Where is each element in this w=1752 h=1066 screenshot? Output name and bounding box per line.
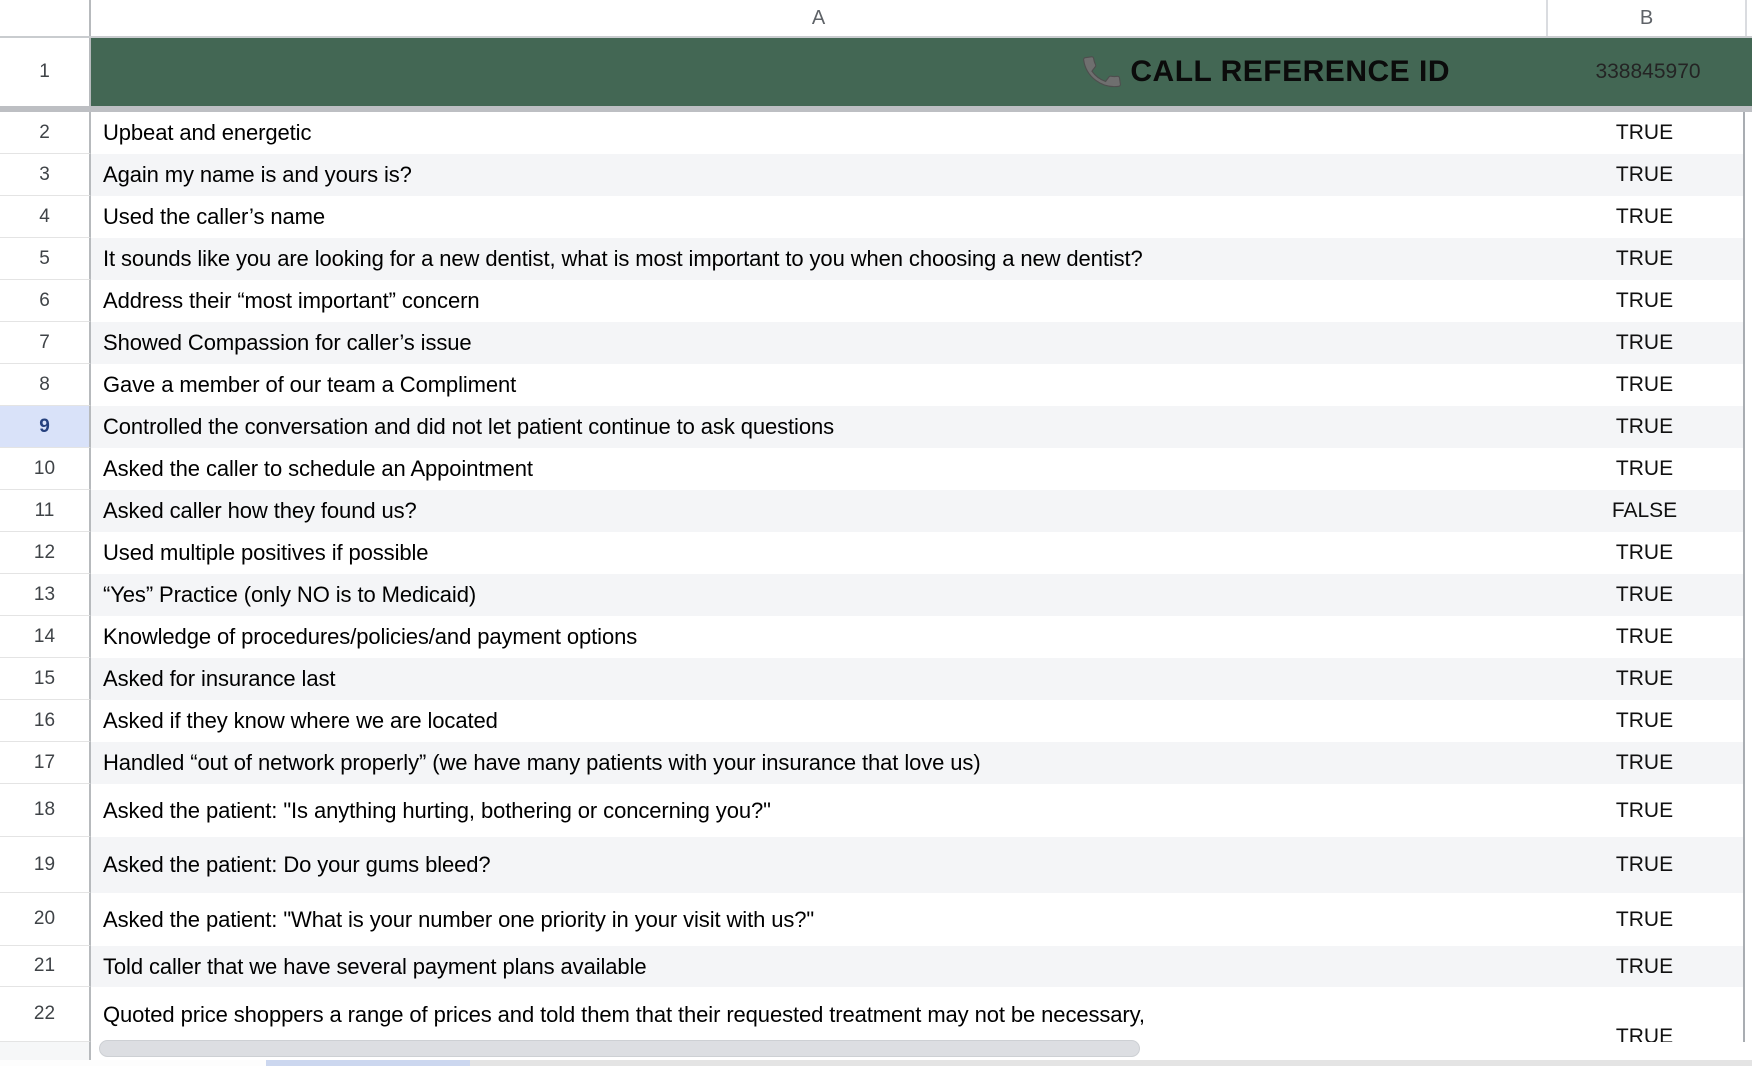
row-9 <box>0 406 1752 448</box>
cell-b9-value: TRUE <box>1615 415 1674 438</box>
cell-a5[interactable]: It sounds like you are looking for a new dentist, what is most important to you when choosing a new dentist? <box>91 238 1546 280</box>
cell-b8-value: TRUE <box>1615 373 1674 396</box>
cell-a18[interactable]: Asked the patient: "Is anything hurting, bothering or concerning you?" <box>91 784 1546 837</box>
tabbar-edge-left <box>0 1060 266 1066</box>
row-20 <box>0 893 1752 946</box>
cell-a9[interactable]: Controlled the conversation and did not let patient continue to ask questions <box>91 406 1546 448</box>
cell-b12-value: TRUE <box>1615 541 1674 564</box>
cell-b8[interactable] <box>1546 364 1745 406</box>
row-header-13[interactable]: 13 <box>0 574 91 616</box>
cell-b7-value: TRUE <box>1615 331 1674 354</box>
cell-b20[interactable] <box>1546 893 1745 946</box>
select-all-corner[interactable] <box>0 0 91 36</box>
cell-a14[interactable]: Knowledge of procedures/policies/and payment options <box>91 616 1546 658</box>
call-reference-banner[interactable] <box>91 38 1752 106</box>
row-header-8[interactable]: 8 <box>0 364 91 406</box>
call-reference-id-value: 338845970 <box>1595 60 1701 83</box>
row-header-17[interactable]: 17 <box>0 742 91 784</box>
row-15 <box>0 658 1752 700</box>
cell-b4[interactable] <box>1546 196 1745 238</box>
cell-b11[interactable] <box>1546 490 1745 532</box>
cell-a13[interactable]: “Yes” Practice (only NO is to Medicaid) <box>91 574 1546 616</box>
cell-b17-value: TRUE <box>1615 751 1674 774</box>
row-header-3[interactable]: 3 <box>0 154 91 196</box>
cell-b11-value: FALSE <box>1611 499 1678 522</box>
row-header-12[interactable]: 12 <box>0 532 91 574</box>
cell-b9[interactable] <box>1546 406 1745 448</box>
row-4 <box>0 196 1752 238</box>
cell-b10-value: TRUE <box>1615 457 1674 480</box>
column-header-strip <box>0 0 1752 38</box>
row-1 <box>0 38 1752 106</box>
row-header-1[interactable]: 1 <box>0 38 91 106</box>
cell-a10[interactable]: Asked the caller to schedule an Appointment <box>91 448 1546 490</box>
cell-a4[interactable]: Used the caller’s name <box>91 196 1546 238</box>
cell-a3[interactable]: Again my name is and yours is? <box>91 154 1546 196</box>
cell-a6[interactable]: Address their “most important” concern <box>91 280 1546 322</box>
cell-a22[interactable]: Quoted price shoppers a range of prices and told them that their requested treatment may not be necessary, <box>91 987 1546 1042</box>
cell-b16-value: TRUE <box>1615 709 1674 732</box>
cell-a12[interactable]: Used multiple positives if possible <box>91 532 1546 574</box>
cell-b6-value: TRUE <box>1615 289 1674 312</box>
cell-b4-value: TRUE <box>1615 205 1674 228</box>
row-21 <box>0 946 1752 987</box>
row-header-11[interactable]: 11 <box>0 490 91 532</box>
cell-a11[interactable]: Asked caller how they found us? <box>91 490 1546 532</box>
cell-a21[interactable]: Told caller that we have several payment plans available <box>91 946 1546 987</box>
phone-receiver-icon <box>1078 47 1128 97</box>
cell-b20-value: TRUE <box>1615 907 1674 931</box>
cell-a8[interactable]: Gave a member of our team a Compliment <box>91 364 1546 406</box>
banner-title: CALL REFERENCE ID <box>1130 55 1450 88</box>
cell-b21[interactable] <box>1546 946 1745 987</box>
cell-b22-value: TRUE <box>1615 1025 1674 1042</box>
cell-b14-value: TRUE <box>1615 625 1674 648</box>
row-3 <box>0 154 1752 196</box>
tabbar-edge-active-tab[interactable] <box>266 1060 470 1066</box>
cell-b12[interactable] <box>1546 532 1745 574</box>
row-22 <box>0 987 1752 1042</box>
cell-b13-value: TRUE <box>1615 583 1674 606</box>
row-header-14[interactable]: 14 <box>0 616 91 658</box>
cell-b19[interactable] <box>1546 837 1745 893</box>
row-6 <box>0 280 1752 322</box>
row-header-19[interactable]: 19 <box>0 837 91 893</box>
cell-b17[interactable] <box>1546 742 1745 784</box>
cell-b3-value: TRUE <box>1615 163 1674 186</box>
row-11 <box>0 490 1752 532</box>
column-header-B[interactable]: B <box>1546 0 1747 36</box>
row-12 <box>0 532 1752 574</box>
row-header-16[interactable]: 16 <box>0 700 91 742</box>
row-16 <box>0 700 1752 742</box>
cell-b22[interactable] <box>1546 987 1745 1042</box>
cell-a15[interactable]: Asked for insurance last <box>91 658 1546 700</box>
row-18 <box>0 784 1752 837</box>
cell-b21-value: TRUE <box>1615 954 1674 978</box>
row-header-5[interactable]: 5 <box>0 238 91 280</box>
sheet-tabbar-edge <box>0 1060 1752 1066</box>
cell-b19-value: TRUE <box>1615 853 1674 876</box>
cell-a16[interactable]: Asked if they know where we are located <box>91 700 1546 742</box>
cell-b15[interactable] <box>1546 658 1745 700</box>
row-header-22[interactable]: 22 <box>0 987 91 1042</box>
column-header-A[interactable]: A <box>811 6 826 29</box>
cell-a17[interactable]: Handled “out of network properly” (we have many patients with your insurance that love us) <box>91 742 1546 784</box>
row-header-6[interactable]: 6 <box>0 280 91 322</box>
cell-b18-value: TRUE <box>1615 798 1674 822</box>
row-header-9-selected[interactable]: 9 <box>0 406 91 448</box>
row-header-23[interactable] <box>0 1042 91 1060</box>
cell-a20[interactable]: Asked the patient: "What is your number one priority in your visit with us?" <box>91 893 1546 946</box>
row-5 <box>0 238 1752 280</box>
row-14 <box>0 616 1752 658</box>
cell-b6[interactable] <box>1546 280 1745 322</box>
row-13 <box>0 574 1752 616</box>
tabbar-edge-right <box>470 1060 1752 1066</box>
cell-b2[interactable] <box>1546 112 1745 154</box>
row-7 <box>0 322 1752 364</box>
row-17 <box>0 742 1752 784</box>
cell-b15-value: TRUE <box>1615 667 1674 690</box>
row-header-18[interactable]: 18 <box>0 784 91 837</box>
row-10 <box>0 448 1752 490</box>
row-header-10[interactable]: 10 <box>0 448 91 490</box>
row-19 <box>0 837 1752 893</box>
horizontal-scrollbar-thumb[interactable] <box>99 1040 1140 1057</box>
row-header-2[interactable]: 2 <box>0 112 91 154</box>
cell-b16[interactable] <box>1546 700 1745 742</box>
cell-b5[interactable] <box>1546 238 1745 280</box>
row-header-15[interactable]: 15 <box>0 658 91 700</box>
cell-b13[interactable] <box>1546 574 1745 616</box>
cell-a19[interactable]: Asked the patient: Do your gums bleed? <box>91 837 1546 893</box>
cell-b18[interactable] <box>1546 784 1745 837</box>
cell-a2[interactable]: Upbeat and energetic <box>91 112 1546 154</box>
row-header-21[interactable]: 21 <box>0 946 91 987</box>
sheet-grid <box>0 112 1752 1042</box>
cell-b3[interactable] <box>1546 154 1745 196</box>
cell-b14[interactable] <box>1546 616 1745 658</box>
row-2 <box>0 112 1752 154</box>
cell-b7[interactable] <box>1546 322 1745 364</box>
row-header-4[interactable]: 4 <box>0 196 91 238</box>
cell-a7[interactable]: Showed Compassion for caller’s issue <box>91 322 1546 364</box>
row-header-7[interactable]: 7 <box>0 322 91 364</box>
cell-b5-value: TRUE <box>1615 247 1674 270</box>
banner-cell-b1[interactable] <box>1546 38 1750 106</box>
cell-b10[interactable] <box>1546 448 1745 490</box>
banner-cell-a1[interactable] <box>91 38 1546 106</box>
row-8 <box>0 364 1752 406</box>
cell-b2-value: TRUE <box>1615 121 1674 144</box>
row-header-20[interactable]: 20 <box>0 893 91 946</box>
